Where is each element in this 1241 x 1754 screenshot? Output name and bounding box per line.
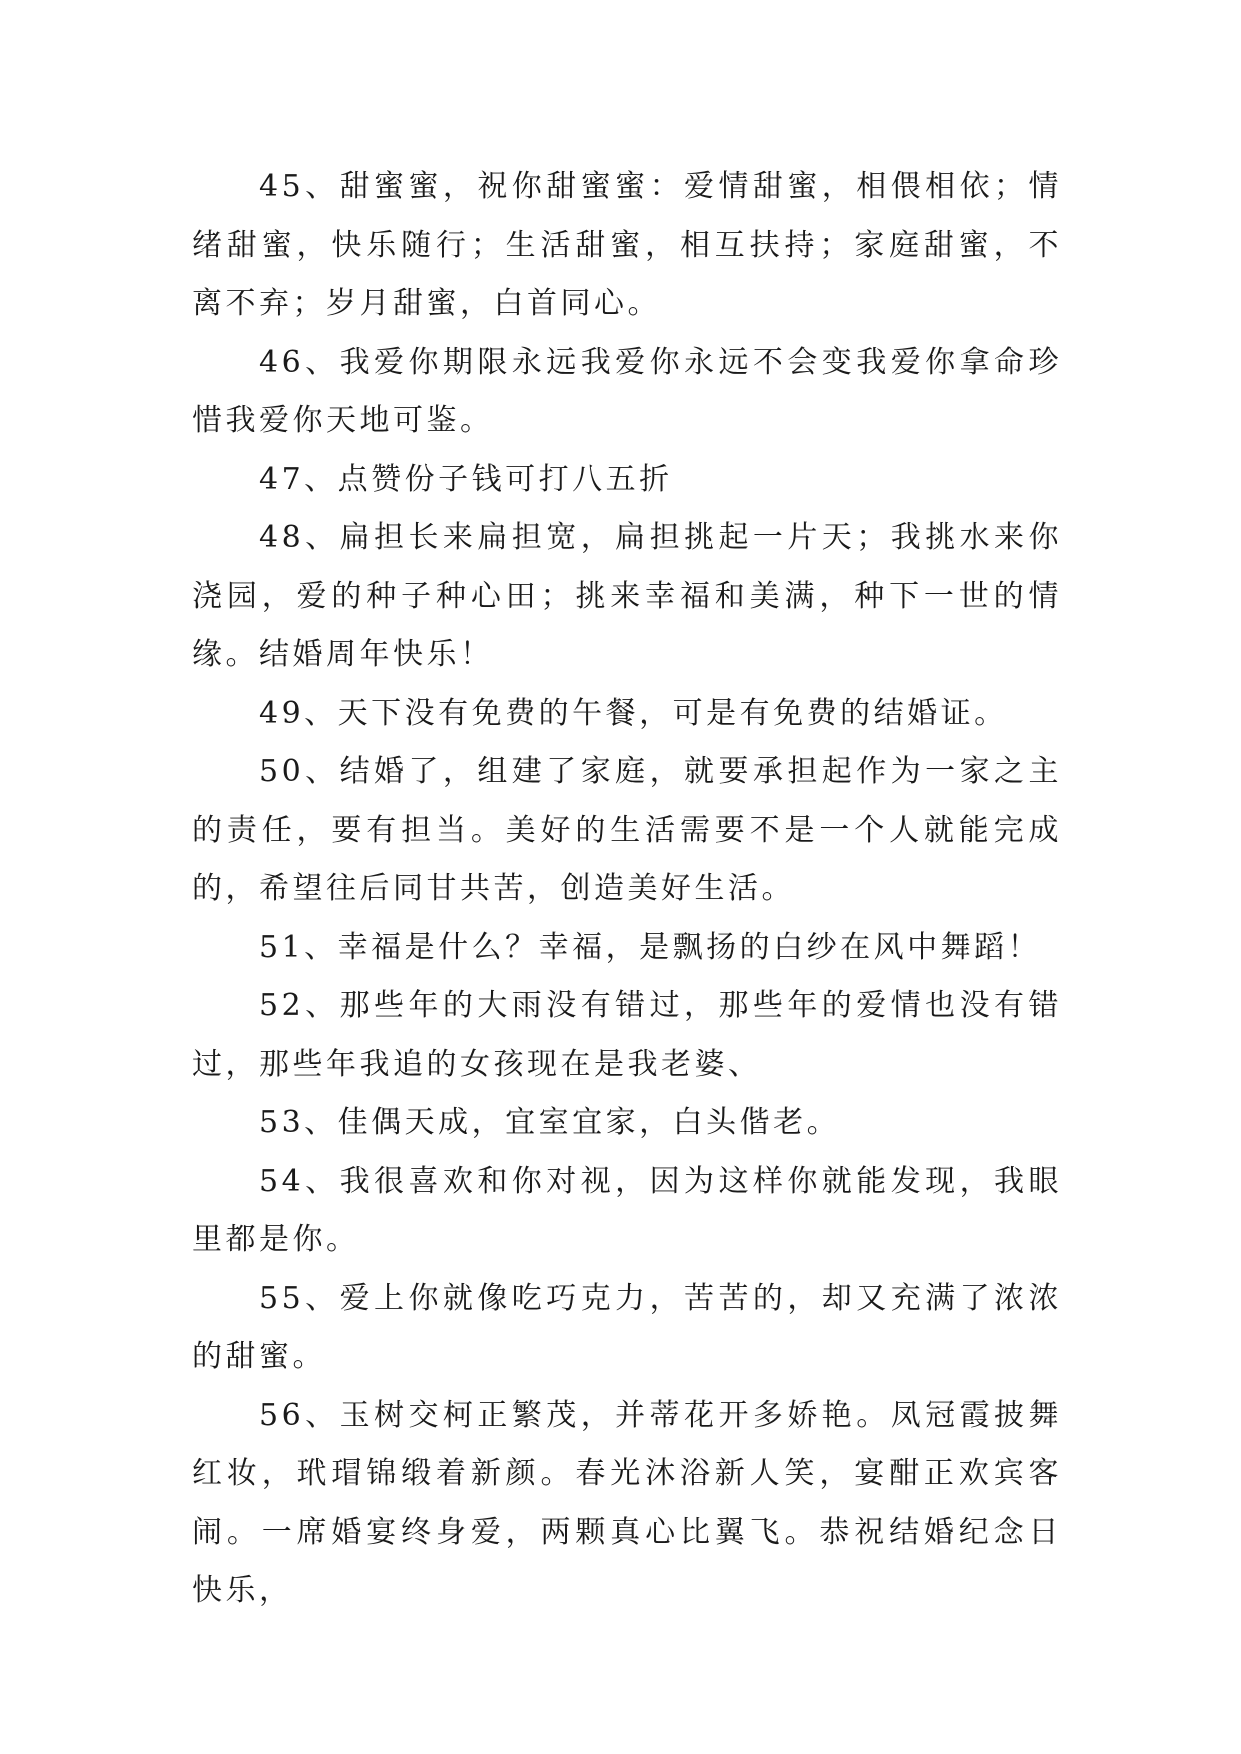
paragraph-55: 55、爱上你就像吃巧克力，苦苦的，却又充满了浓浓的甜蜜。 — [192, 1280, 1062, 1374]
paragraph-50: 50、结婚了，组建了家庭，就要承担起作为一家之主的责任，要有担当。美好的生活需要不是一个人就能完成的，希望往后同甘共苦，创造美好生活。 — [192, 754, 1062, 906]
paragraph-56: 56、玉树交柯正繁茂，并蒂花开多娇艳。凤冠霞披舞红妆，玳瑁锦缎着新颜。春光沐浴新人笑，宴酣正欢宾客闹。一席婚宴终身爱，两颗真心比翼飞。恭祝结婚纪念日快乐， — [192, 1397, 1062, 1608]
paragraph-49: 49、天下没有免费的午餐，可是有免费的结婚证。 — [259, 695, 1008, 731]
paragraph-53: 53、佳偶天成，宜室宜家，白头偕老。 — [259, 1105, 841, 1140]
paragraph-45: 45、甜蜜蜜，祝你甜蜜蜜：爱情甜蜜，相偎相依；情绪甜蜜，快乐随行；生活甜蜜，相互扶持；家庭甜蜜，不离不弃；岁月甜蜜，白首同心。 — [192, 169, 1062, 321]
paragraph-48: 48、扁担长来扁担宽，扁担挑起一片天；我挑水来你浇园，爱的种子种心田；挑来幸福和美满，种下一世的情缘。结婚周年快乐！ — [192, 520, 1062, 672]
document-body — [192, 158, 1062, 1621]
paragraph-51: 51、幸福是什么？幸福，是飘扬的白纱在风中舞蹈！ — [259, 929, 1042, 965]
paragraph-46: 46、我爱你期限永远我爱你永远不会变我爱你拿命珍惜我爱你天地可鉴。 — [192, 344, 1062, 438]
paragraph-52: 52、那些年的大雨没有错过，那些年的爱情也没有错过，那些年我追的女孩现在是我老婆、 — [192, 988, 1062, 1082]
paragraph-54: 54、我很喜欢和你对视，因为这样你就能发现，我眼里都是你。 — [192, 1163, 1062, 1257]
paragraph-47: 47、点赞份子钱可打八五折 — [259, 461, 673, 497]
